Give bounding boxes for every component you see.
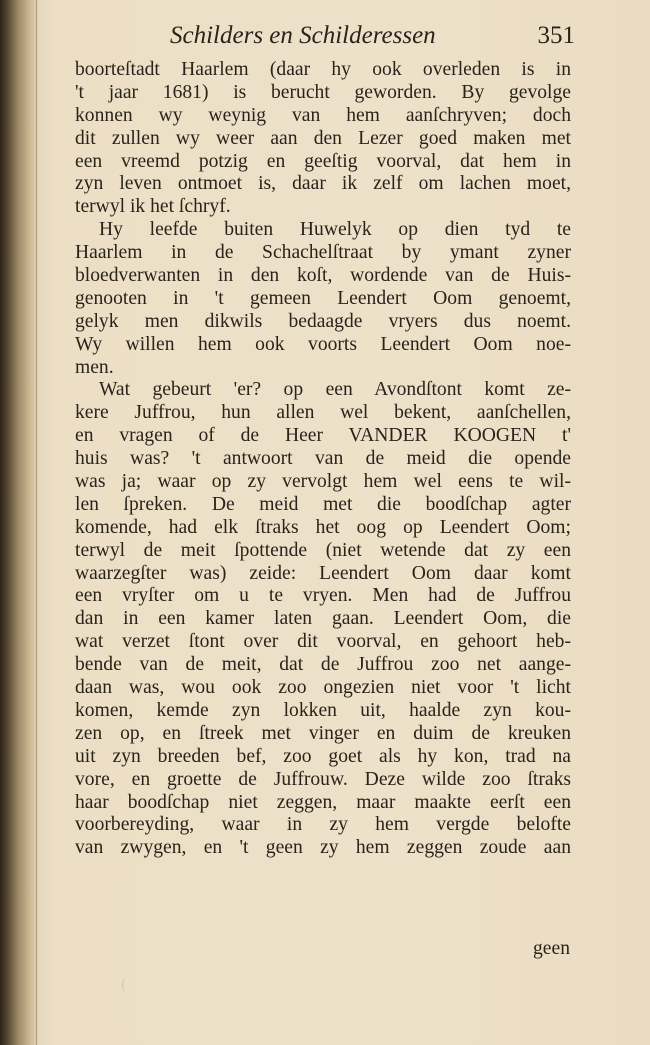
text-line: komen, kemde zyn lokken uit, haalde zyn kou- [75, 699, 571, 721]
text-line: uit zyn breeden bef, zoo goet als hy kon, trad na [75, 745, 571, 767]
text-line: boorteſtadt Haarlem (daar hy ook overleden is in [75, 59, 571, 80]
page-header [75, 22, 575, 58]
text-line: zen op, en ſtreek met vinger en duim de kreuken [75, 722, 571, 744]
text-line: waarzegſter was) zeide: Leendert Oom daar komt [75, 562, 571, 584]
text-line: daan was, wou ook zoo ongezien niet voor 't licht [75, 677, 571, 699]
text-line: bloedverwanten in den koſt, wordende van de Huis- [75, 265, 571, 287]
book-gutter-shadow [0, 0, 40, 1045]
gutter-fold-line [36, 0, 37, 1045]
text-line: en vragen of de Heer VANDER KOOGEN t' [75, 425, 571, 447]
text-line: terwyl de meit ſpottende (niet wetende dat zy een [75, 539, 571, 561]
text-line: genooten in 't gemeen Leendert Oom genoemt, [75, 287, 571, 309]
paper-mark [122, 978, 131, 992]
text-line: van zwygen, en 't geen zy hem zeggen zoude aan [75, 837, 571, 859]
catchword: geen [533, 938, 570, 959]
page-number: 351 [537, 22, 575, 49]
text-line: wat verzet ſtont over dit voorval, en gehoort heb- [75, 631, 571, 653]
text-line: dit zullen wy weer aan den Lezer goed maken met [75, 127, 571, 149]
text-line: een vreemd potzig en geeſtig voorval, dat hem in [75, 150, 571, 172]
text-line: Haarlem in de Schachelſtraat by ymant zyner [75, 242, 571, 264]
text-line: komende, had elk ſtraks het oog op Leendert Oom; [75, 516, 571, 538]
text-line: huis was? 't antwoort van de meid die opende [75, 448, 571, 470]
text-line: haar boodſchap niet zeggen, maar maakte eerſt een [75, 791, 571, 813]
text-line: len ſpreken. De meid met die boodſchap agter [75, 493, 571, 515]
body-text [75, 59, 571, 860]
text-line: konnen wy weynig van hem aanſchryven; doch [75, 104, 571, 126]
text-line: Wat gebeurt 'er? op een Avondſtont komt ze- [99, 379, 571, 401]
text-line: zyn leven ontmoet is, daar ik zelf om lachen moet, [75, 173, 571, 195]
text-line: gelyk men dikwils bedaagde vryers dus noemt. [75, 310, 571, 332]
text-line: terwyl ik het ſchryf. [75, 196, 231, 218]
text-line: vore, en groette de Juffrouw. Deze wilde zoo ſtraks [75, 768, 571, 790]
text-line: Wy willen hem ook voorts Leendert Oom noe- [75, 333, 571, 355]
text-line: voorbereyding, waar in zy hem vergde belofte [75, 814, 571, 836]
text-line: Hy leefde buiten Huwelyk op dien tyd te [99, 219, 571, 241]
running-title: Schilders en Schilderessen [170, 22, 436, 49]
text-line: bende van de meit, dat de Juffrou zoo net aange- [75, 654, 571, 676]
text-line: men. [75, 356, 114, 378]
text-line: 't jaar 1681) is berucht geworden. By gevolge [75, 81, 571, 103]
text-line: kere Juffrou, hun allen wel bekent, aanſchellen, [75, 402, 571, 424]
text-line: dan in een kamer laten gaan. Leendert Oom, die [75, 608, 571, 630]
text-line: was ja; waar op zy vervolgt hem wel eens te wil- [75, 471, 571, 493]
text-line: een vryſter om u te vryen. Men had de Juffrou [75, 585, 571, 607]
